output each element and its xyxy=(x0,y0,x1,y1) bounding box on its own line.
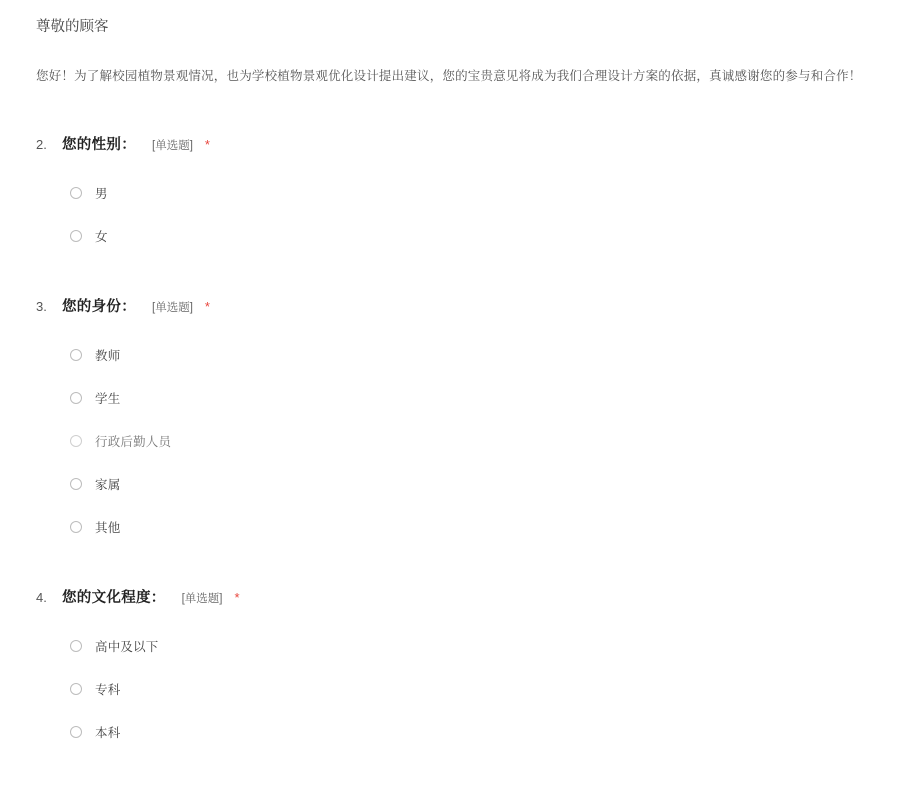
radio-unselected-icon[interactable] xyxy=(70,187,82,199)
question-type-label: [单选题] xyxy=(152,301,193,314)
question-title: 您的文化程度： xyxy=(62,589,166,606)
question-required-marker: * xyxy=(234,589,240,605)
option-item[interactable] xyxy=(70,223,864,249)
question-education xyxy=(0,586,900,745)
option-item[interactable] xyxy=(70,719,864,745)
option-item[interactable] xyxy=(70,471,864,497)
option-label: 其他 xyxy=(95,520,121,535)
survey-intro-body: 您好！为了解校园植物景观情况，也为学校植物景观优化设计提出建议，您的宝贵意见将成为我们合理设计方案的依据，真诚感谢您的参与和合作！ xyxy=(36,69,862,84)
option-label: 女 xyxy=(95,229,108,244)
option-item[interactable] xyxy=(70,385,864,411)
survey-intro xyxy=(0,0,900,89)
radio-unselected-icon[interactable] xyxy=(70,640,82,652)
question-type-label: [单选题] xyxy=(181,592,223,605)
question-title: 您的性别： xyxy=(62,136,136,153)
question-identity xyxy=(0,295,900,540)
question-number: 4. xyxy=(36,589,47,605)
question-required-marker: * xyxy=(204,136,210,152)
option-label: 高中及以下 xyxy=(95,639,159,654)
radio-unselected-icon[interactable] xyxy=(70,521,82,533)
question-title: 您的身份： xyxy=(62,298,136,315)
option-label: 家属 xyxy=(95,477,121,492)
option-label: 学生 xyxy=(95,391,121,406)
question-required-marker: * xyxy=(204,298,210,314)
radio-unselected-icon[interactable] xyxy=(70,230,82,242)
radio-unselected-icon[interactable] xyxy=(70,683,82,695)
option-group[interactable] xyxy=(36,633,864,745)
option-label: 男 xyxy=(95,186,108,201)
question-header xyxy=(36,133,864,154)
radio-unselected-icon[interactable] xyxy=(70,478,82,490)
option-item[interactable] xyxy=(70,676,864,702)
radio-unselected-icon[interactable] xyxy=(70,435,82,447)
question-number: 3. xyxy=(36,298,47,314)
option-group[interactable] xyxy=(36,180,864,249)
radio-unselected-icon[interactable] xyxy=(70,726,82,738)
option-item[interactable] xyxy=(70,633,864,659)
option-label: 行政后勤人员 xyxy=(95,434,172,449)
option-item[interactable] xyxy=(70,428,864,454)
option-label: 本科 xyxy=(95,725,121,740)
radio-unselected-icon[interactable] xyxy=(70,392,82,404)
question-header xyxy=(36,295,864,316)
question-type-label: [单选题] xyxy=(152,139,193,152)
question-header xyxy=(36,586,864,607)
option-item[interactable] xyxy=(70,514,864,540)
question-list xyxy=(0,133,900,745)
option-item[interactable] xyxy=(70,342,864,368)
survey-intro-title: 尊敬的顾客 xyxy=(36,19,109,35)
option-group[interactable] xyxy=(36,342,864,540)
option-label: 教师 xyxy=(95,348,121,363)
option-label: 专科 xyxy=(95,682,121,697)
question-gender xyxy=(0,133,900,249)
question-number: 2. xyxy=(36,136,47,152)
option-item[interactable] xyxy=(70,180,864,206)
radio-unselected-icon[interactable] xyxy=(70,349,82,361)
